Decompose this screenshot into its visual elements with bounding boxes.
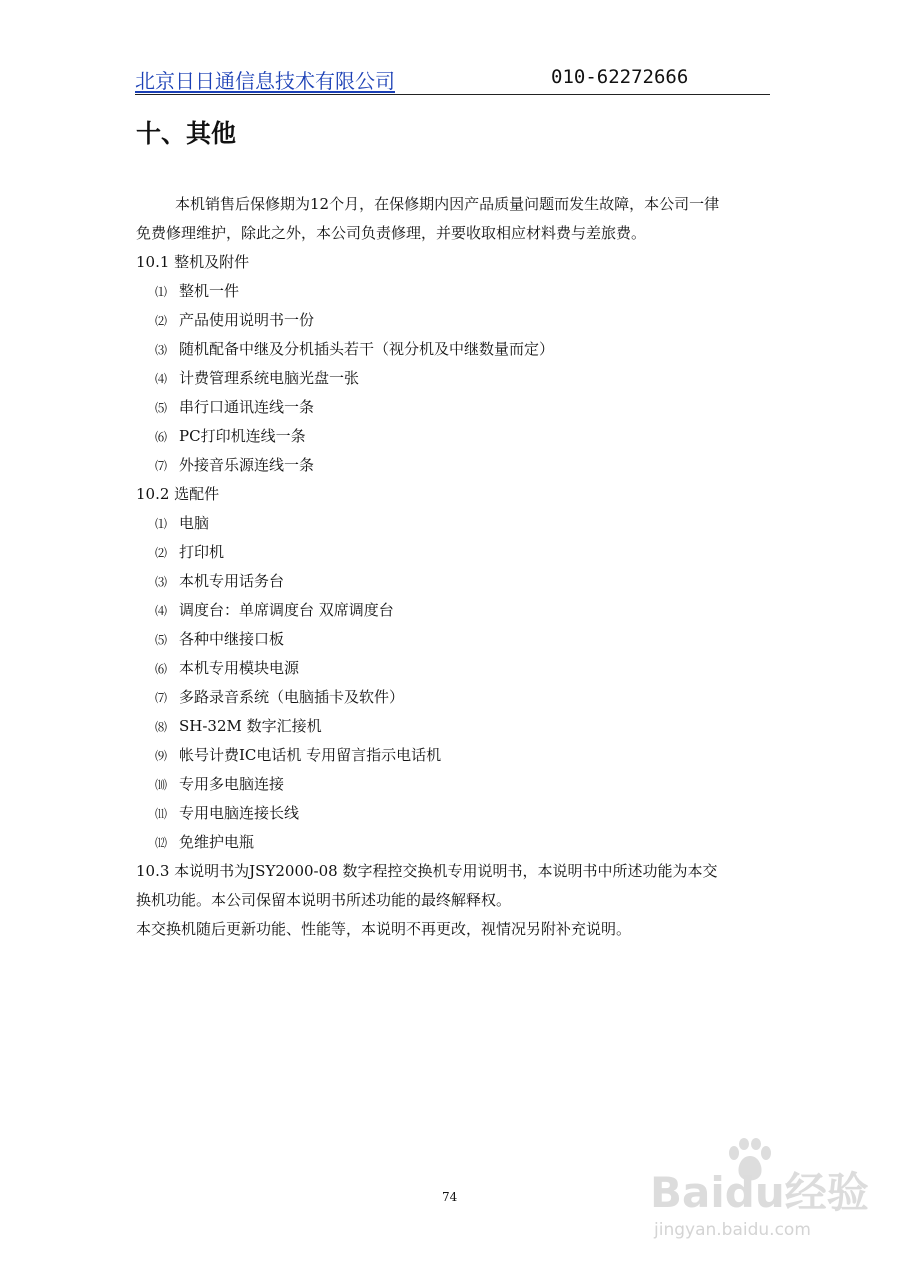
item-text: 专用多电脑连接 — [179, 775, 285, 793]
list-item — [155, 658, 299, 679]
item-number: ⑶ — [155, 343, 168, 357]
watermark-url: jingyan.baidu.com — [654, 1220, 811, 1240]
item-text: 电脑 — [179, 514, 210, 532]
list-item — [155, 745, 441, 766]
list-item — [155, 803, 299, 824]
list-item — [155, 600, 394, 621]
item-text: 打印机 — [179, 543, 225, 561]
item-text: PC打印机连线一条 — [179, 427, 306, 445]
list-item — [155, 774, 284, 795]
item-text: 专用电脑连接长线 — [179, 804, 300, 822]
company-name: 北京日日通信息技术有限公司 — [135, 69, 395, 93]
list-item — [155, 339, 554, 360]
item-number: ⑹ — [155, 430, 168, 444]
item-text: 帐号计费IC电话机 专用留言指示电话机 — [179, 746, 442, 764]
baidu-jingyan-watermark — [650, 1138, 869, 1248]
item-text: 调度台：单席调度台 双席调度台 — [179, 601, 394, 619]
list-item — [155, 426, 306, 447]
item-number: ⑻ — [155, 720, 168, 734]
list-item — [155, 716, 322, 737]
page-header — [135, 64, 770, 96]
item-number: ⑾ — [155, 807, 168, 821]
item-text: SH-32M 数字汇接机 — [179, 717, 322, 735]
section-title: 十、其他 — [136, 119, 237, 148]
list-item — [155, 687, 404, 708]
item-number: ⑷ — [155, 604, 168, 618]
item-text: 外接音乐源连线一条 — [179, 456, 315, 474]
list-item — [155, 397, 314, 418]
item-text: 随机配备中继及分机插头若干（视分机及中继数量而定） — [179, 340, 555, 358]
list-item — [155, 310, 314, 331]
item-number: ⑹ — [155, 662, 168, 676]
intro-line-1: 本机销售后保修期为12个月，在保修期内因产品质量问题而发生故障，本公司一律 — [175, 195, 720, 213]
item-number: ⑸ — [155, 401, 168, 415]
page-number: 74 — [442, 1190, 458, 1204]
item-text: 本机专用模块电源 — [179, 659, 300, 677]
item-number: ⑵ — [155, 546, 168, 560]
item-text: 多路录音系统（电脑插卡及软件） — [179, 688, 405, 706]
section-heading-10-1: 10.1 整机及附件 — [136, 253, 250, 271]
list-item — [155, 542, 224, 563]
item-number: ⑼ — [155, 749, 168, 763]
item-number: ⑵ — [155, 314, 168, 328]
item-number: ⑴ — [155, 517, 168, 531]
item-number: ⑸ — [155, 633, 168, 647]
item-number: ⑺ — [155, 459, 168, 473]
header-rule — [135, 94, 770, 95]
section-heading-10-2: 10.2 选配件 — [136, 485, 220, 503]
intro-line-2: 免费修理维护，除此之外，本公司负责修理，并要收取相应材料费与差旅费。 — [136, 224, 647, 242]
section-10-3-line-1: 10.3 本说明书为JSY2000-08 数字程控交换机专用说明书，本说明书中所述功能为本交 — [136, 862, 718, 880]
list-item — [155, 513, 209, 534]
list-item — [155, 629, 284, 650]
item-text: 本机专用话务台 — [179, 572, 285, 590]
item-text: 计费管理系统电脑光盘一张 — [179, 369, 360, 387]
phone-number: 010-62272666 — [551, 66, 689, 88]
list-item — [155, 281, 239, 302]
item-text: 产品使用说明书一份 — [179, 311, 315, 329]
item-text: 免维护电瓶 — [179, 833, 255, 851]
list-item — [155, 571, 284, 592]
item-number: ⑷ — [155, 372, 168, 386]
closing-note: 本交换机随后更新功能、性能等，本说明不再更改，视情况另附补充说明。 — [136, 920, 632, 938]
section-10-3-line-2: 换机功能。本公司保留本说明书所述功能的最终解释权。 — [136, 891, 512, 909]
list-item — [155, 368, 359, 389]
item-number: ⑺ — [155, 691, 168, 705]
item-number: ⑽ — [155, 778, 168, 792]
item-text: 各种中继接口板 — [179, 630, 285, 648]
item-number: ⑶ — [155, 575, 168, 589]
item-text: 串行口通讯连线一条 — [179, 398, 315, 416]
item-number: ⑴ — [155, 285, 168, 299]
item-text: 整机一件 — [179, 282, 240, 300]
item-number: ⑿ — [155, 836, 168, 850]
list-item — [155, 455, 314, 476]
watermark-logo-text: Baidu经验 — [650, 1168, 869, 1217]
list-item — [155, 832, 254, 853]
